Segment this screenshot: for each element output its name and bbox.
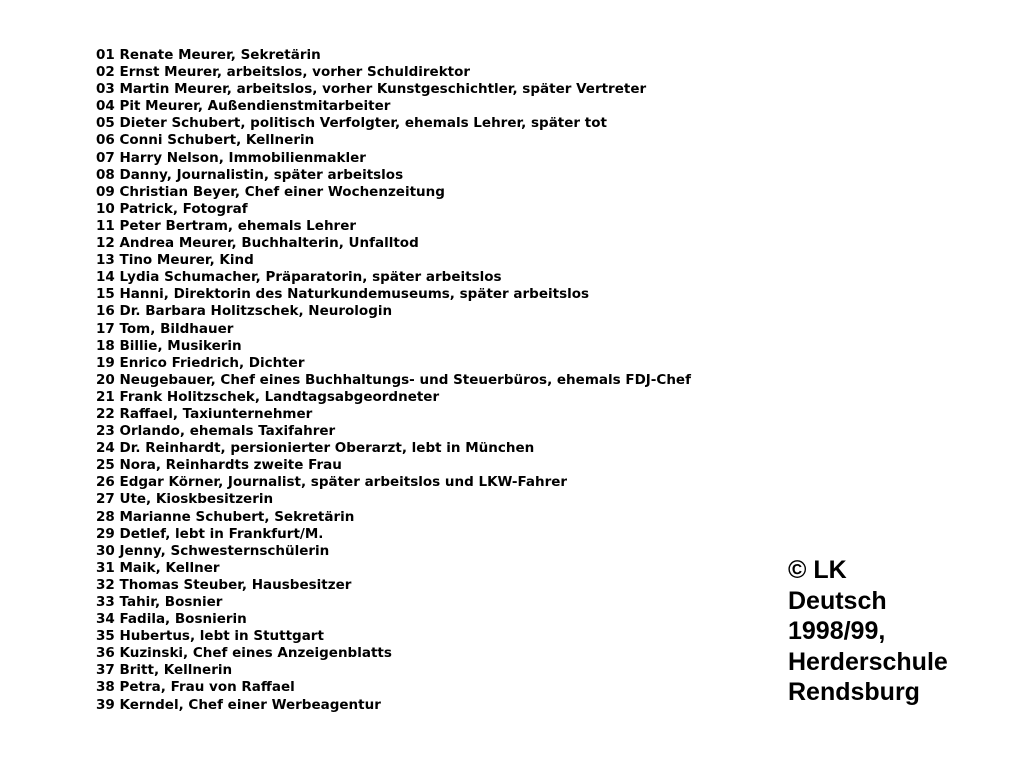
list-item: 07 Harry Nelson, Immobilienmakler xyxy=(96,149,366,166)
credit-line-copyright: © LK xyxy=(788,556,847,584)
list-item: 20 Neugebauer, Chef eines Buchhaltungs- und Steuerbüros, ehemals FDJ-Chef xyxy=(96,371,691,388)
list-item: 17 Tom, Bildhauer xyxy=(96,320,234,337)
list-item: 14 Lydia Schumacher, Präparatorin, später arbeitslos xyxy=(96,269,502,286)
list-item: 37 Britt, Kellnerin xyxy=(96,662,233,679)
list-item: 19 Enrico Friedrich, Dichter xyxy=(96,354,305,371)
list-item: 29 Detlef, lebt in Frankfurt/M. xyxy=(96,525,324,542)
list-item: 18 Billie, Musikerin xyxy=(96,337,242,354)
list-item: 36 Kuzinski, Chef eines Anzeigenblatts xyxy=(96,645,392,662)
list-item: 09 Christian Beyer, Chef einer Wochenzeitung xyxy=(96,183,445,200)
credit-line-year: 1998/99, xyxy=(788,617,886,645)
credit-line-town: Rendsburg xyxy=(788,678,920,706)
list-item: 34 Fadila, Bosnierin xyxy=(96,611,247,628)
list-item: 04 Pit Meurer, Außendienstmitarbeiter xyxy=(96,98,391,115)
list-item: 05 Dieter Schubert, politisch Verfolgter, ehemals Lehrer, später tot xyxy=(96,115,607,132)
list-item: 02 Ernst Meurer, arbeitslos, vorher Schuldirektor xyxy=(96,64,471,81)
list-item: 10 Patrick, Fotograf xyxy=(96,200,248,217)
list-item: 31 Maik, Kellner xyxy=(96,559,220,576)
list-item: 15 Hanni, Direktorin des Naturkundemuseums, später arbeitslos xyxy=(96,286,590,303)
list-item: 35 Hubertus, lebt in Stuttgart xyxy=(96,628,324,645)
list-item: 11 Peter Bertram, ehemals Lehrer xyxy=(96,217,357,234)
list-item: 16 Dr. Barbara Holitzschek, Neurologin xyxy=(96,303,393,320)
list-item: 22 Raffael, Taxiunternehmer xyxy=(96,405,313,422)
list-item: 24 Dr. Reinhardt, persionierter Oberarzt, lebt in München xyxy=(96,440,535,457)
list-item: 28 Marianne Schubert, Sekretärin xyxy=(96,508,355,525)
list-item: 01 Renate Meurer, Sekretärin xyxy=(96,47,321,63)
list-item: 33 Tahir, Bosnier xyxy=(96,594,223,610)
list-item: 39 Kerndel, Chef einer Werbeagentur xyxy=(96,696,381,713)
list-item: 13 Tino Meurer, Kind xyxy=(96,252,254,269)
list-item: 32 Thomas Steuber, Hausbesitzer xyxy=(96,576,352,593)
list-item: 25 Nora, Reinhardts zweite Frau xyxy=(96,457,342,474)
list-item: 38 Petra, Frau von Raffael xyxy=(96,679,295,696)
credit-line-course: Deutsch xyxy=(788,586,887,615)
credit-line-school: Herderschule xyxy=(788,647,948,676)
list-item: 08 Danny, Journalistin, später arbeitslos xyxy=(96,166,404,183)
list-item: 23 Orlando, ehemals Taxifahrer xyxy=(96,423,336,440)
list-item: 27 Ute, Kioskbesitzerin xyxy=(96,491,274,508)
copyright-credit xyxy=(788,555,948,708)
list-item: 06 Conni Schubert, Kellnerin xyxy=(96,132,315,149)
list-item: 30 Jenny, Schwesternschülerin xyxy=(96,542,330,559)
list-item: 03 Martin Meurer, arbeitslos, vorher Kunstgeschichtler, später Vertreter xyxy=(96,81,647,98)
character-list xyxy=(96,47,691,714)
list-item: 26 Edgar Körner, Journalist, später arbeitslos und LKW-Fahrer xyxy=(96,474,568,491)
list-item: 12 Andrea Meurer, Buchhalterin, Unfalltod xyxy=(96,235,419,252)
list-item: 21 Frank Holitzschek, Landtagsabgeordneter xyxy=(96,388,440,405)
